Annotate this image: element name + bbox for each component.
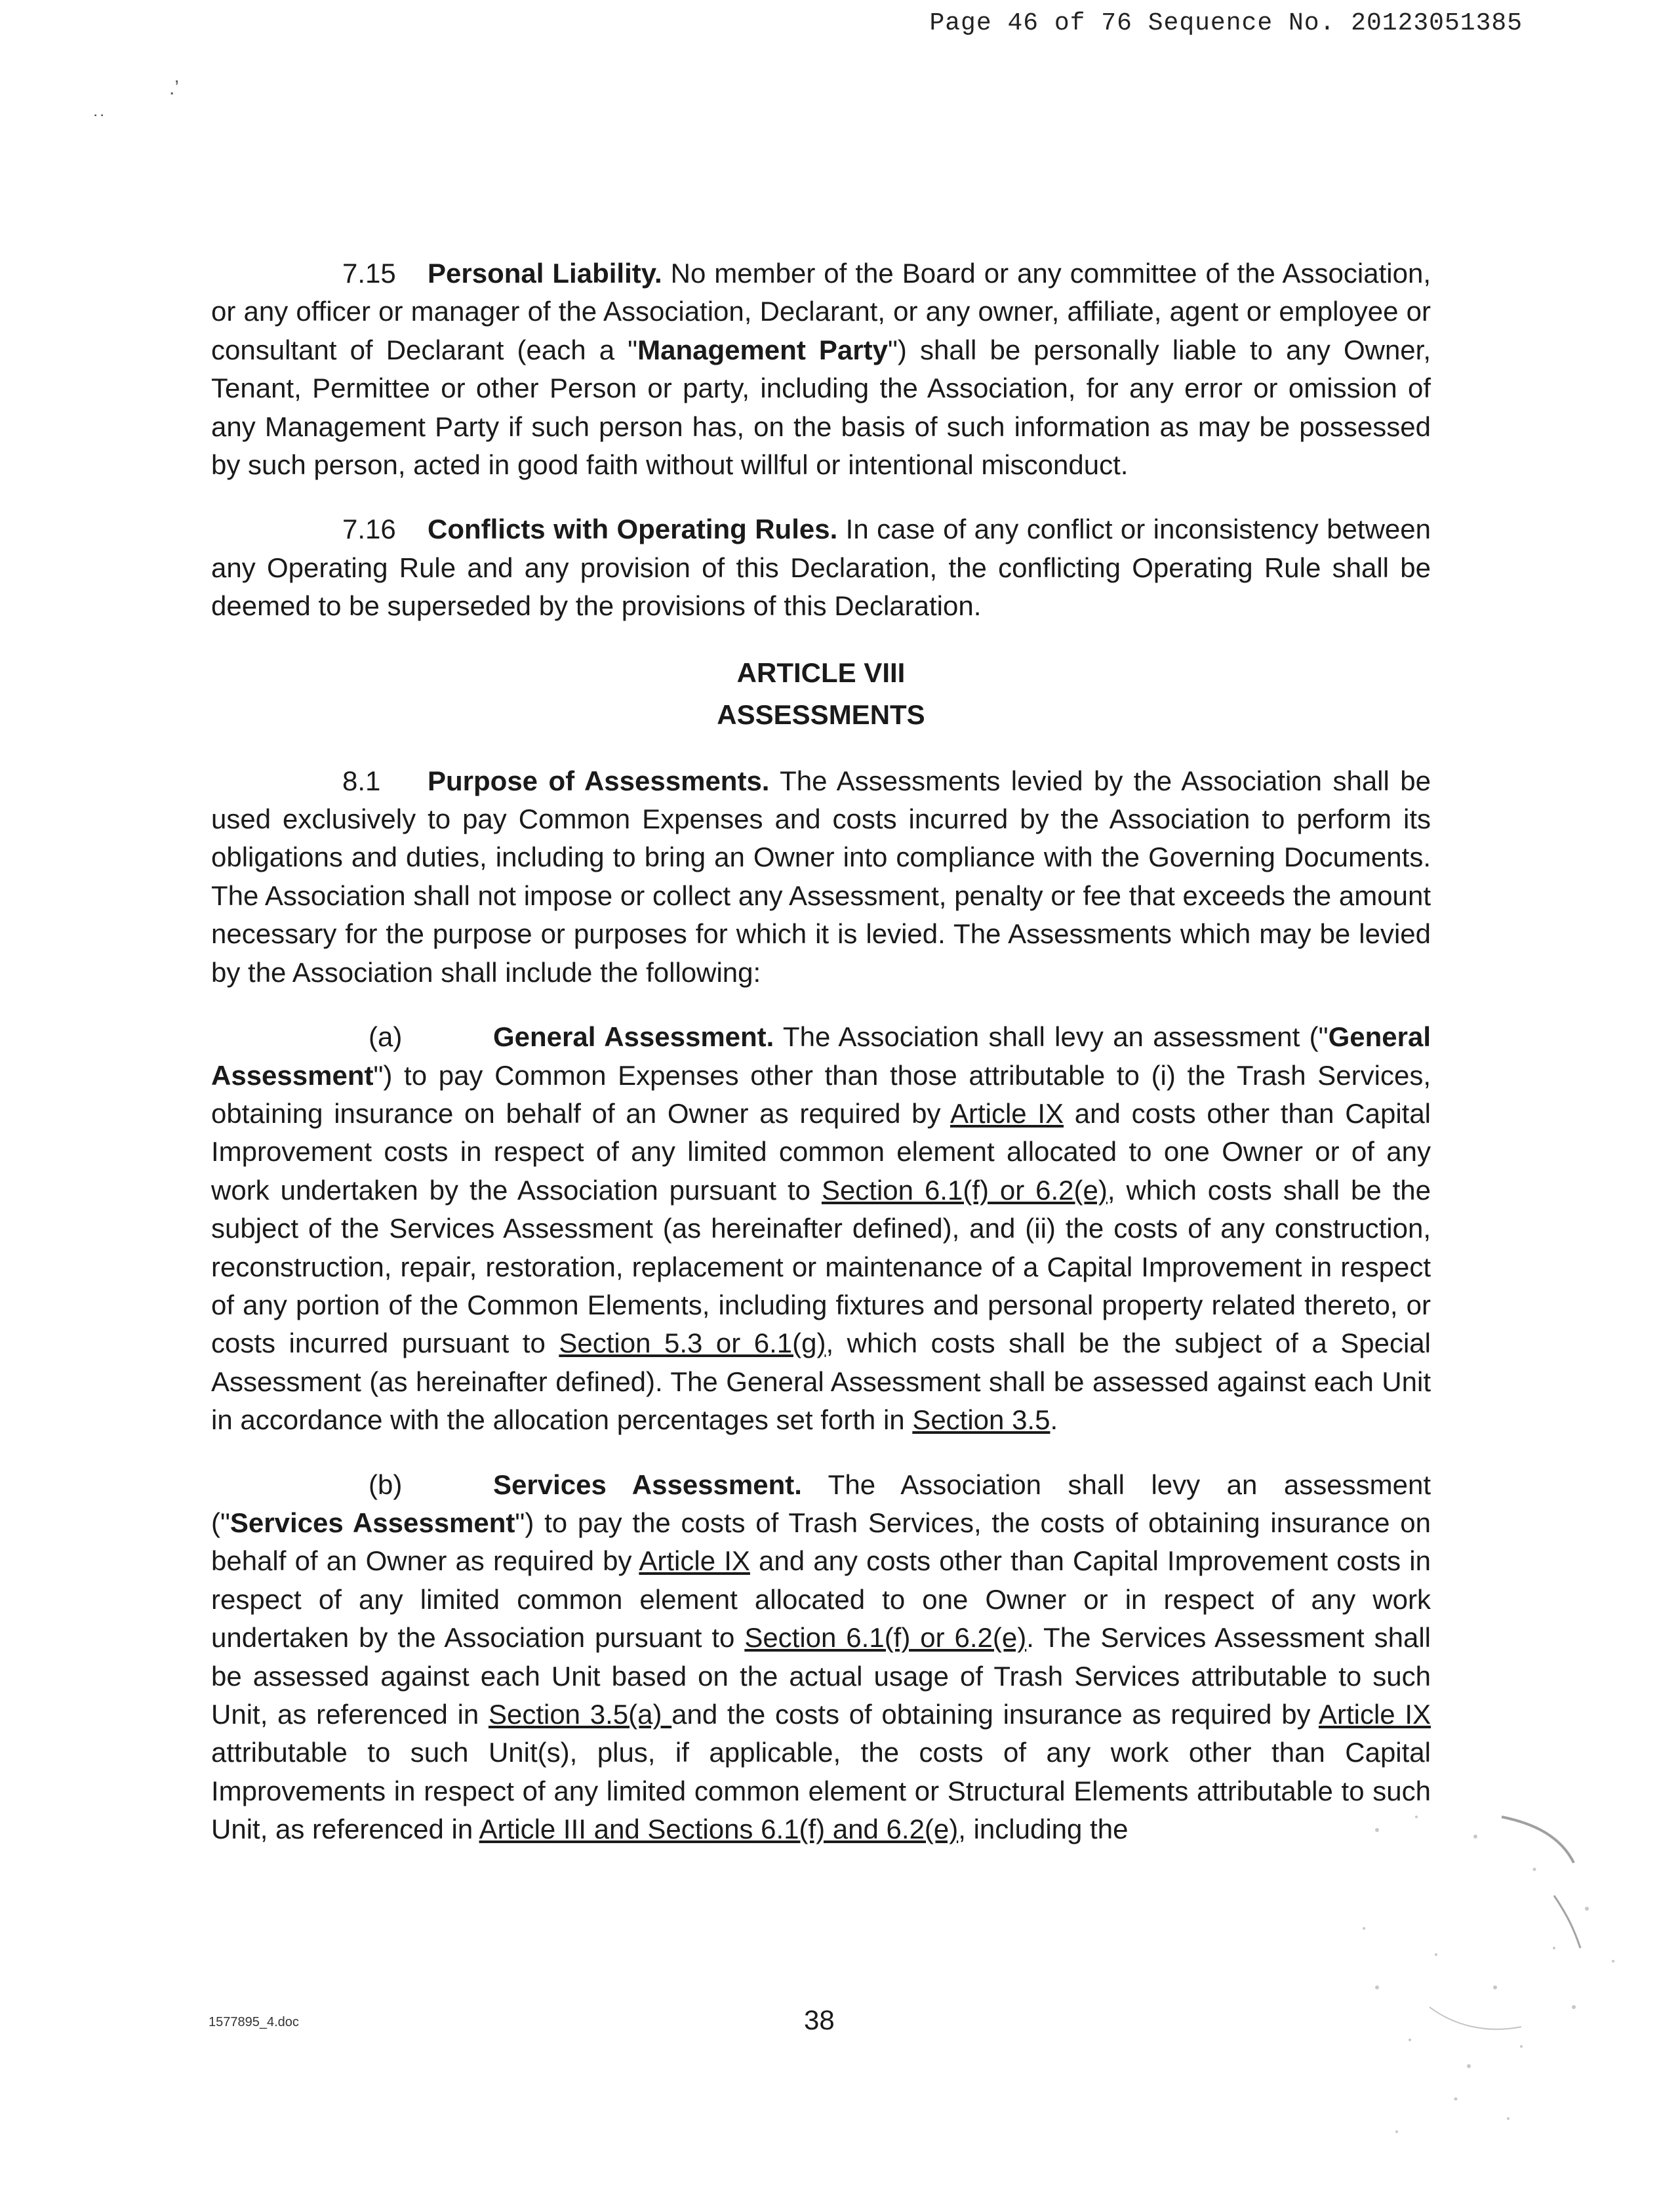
section-text: The Association shall levy an assessment (": [774, 1021, 1329, 1053]
faded-seal-stamp: [1338, 1791, 1652, 2158]
article-title: ASSESSMENTS: [717, 699, 925, 730]
cross-reference: Section 6.1(f) or 6.2(e): [821, 1174, 1108, 1206]
cross-reference: Section 3.5: [912, 1404, 1050, 1436]
document-id: 1577895_4.doc: [209, 2015, 299, 2029]
page-sequence-header: Page 46 of 76 Sequence No. 20123051385: [929, 9, 1523, 37]
article-number: ARTICLE VIII: [736, 657, 906, 688]
section-text: , which costs shall be the subject of the Services Assessment (as hereinafter defined), and (ii) the costs of any construction, reconstruction, repair, restoration, replacement or maintenance of a Capital Improvement in respect of any portion of the Common Elements, including fixtures and personal property related thereto, or costs incurred pursuant to: [211, 1174, 1431, 1359]
cross-reference: Article IX: [950, 1097, 1064, 1129]
subsection-heading: General Assessment.: [493, 1021, 774, 1053]
section-text: No member of the Board or any committee of the Association, or any officer or manager of the Association, Declarant, or any owner, affiliate, agent or employee or consultant of Declarant (each a ": [211, 258, 1431, 365]
section-7-16: [211, 510, 1431, 625]
section-text: , including the: [958, 1814, 1129, 1845]
section-text: and the costs of obtaining insurance as required by: [671, 1699, 1319, 1730]
subsection-heading: Services Assessment.: [493, 1469, 802, 1500]
cross-reference: Article IX: [1318, 1699, 1431, 1730]
section-number: 7.15: [342, 258, 396, 289]
section-8-1: [211, 762, 1431, 992]
section-text: The Assessments levied by the Association shall be used exclusively to pay Common Expenses and costs incurred by the Association to perform its obligations and duties, including to bring an Owner into compliance with the Governing Documents. The Association shall not impose or collect any Assessment, penalty or fee that exceeds the amount necessary for the purpose or purposes for which it is levied. The Assessments which may be levied by the Association shall include the following:: [211, 765, 1431, 988]
cross-reference: Article IX: [639, 1545, 750, 1577]
subsection-label: (b): [369, 1469, 403, 1500]
section-7-15: [211, 254, 1431, 484]
subsection-label: (a): [369, 1021, 403, 1053]
section-heading: Conflicts with Operating Rules.: [428, 514, 838, 545]
subsection-a: [211, 1018, 1431, 1439]
document-body: [211, 254, 1431, 1875]
cross-reference: Section 3.5(a): [488, 1699, 672, 1730]
section-text: ") to pay Common Expenses other than those attributable to (i) the Trash Services, obtaining insurance on behalf of an Owner as required by: [211, 1059, 1431, 1129]
section-text: . The Services Assessment shall be assessed against each Unit based on the actual usage of Trash Services attributable to such Unit, as referenced in: [211, 1622, 1431, 1730]
section-heading: Purpose of Assessments.: [428, 765, 770, 796]
section-text: and any costs other than Capital Improvement costs in respect of any limited common element allocated to one Owner or in respect of any work undertaken by the Association pursuant to: [211, 1545, 1431, 1654]
section-text: and costs other than Capital Improvement costs in respect of any limited common element allocated to one Owner or of any work undertaken by the Association pursuant to: [211, 1097, 1431, 1206]
scan-speck: .ʼ: [169, 77, 179, 99]
section-heading: Personal Liability.: [428, 258, 662, 289]
cross-reference: Article III and Sections 6.1(f) and 6.2(e): [479, 1814, 959, 1845]
section-text: , which costs shall be the subject of a Special Assessment (as hereinafter defined). The General Assessment shall be assessed against each Unit in accordance with the allocation percentages set forth in: [211, 1328, 1431, 1436]
section-number: 8.1: [342, 765, 381, 796]
section-number: 7.16: [342, 514, 396, 545]
defined-term: Management Party: [637, 334, 888, 365]
section-text: ") shall be personally liable to any Owner, Tenant, Permittee or other Person or party, including the Association, for any error or omission of any Management Party if such person has, on the basis of such information as may be possessed by such person, acted in good faith without willful or intentional misconduct.: [211, 334, 1431, 481]
section-text: The Association shall levy an assessment (": [211, 1469, 1431, 1538]
cross-reference: Section 5.3 or 6.1(g): [559, 1328, 826, 1359]
cross-reference: Section 6.1(f) or 6.2(e): [744, 1622, 1027, 1654]
defined-term: Services Assessment: [230, 1507, 515, 1538]
section-text: attributable to such Unit(s), plus, if applicable, the costs of any work other than Capital Improvements in respect of any limited common element or Structural Elements attributable to such Unit, as referenced in: [211, 1737, 1431, 1845]
scan-speck: ˙˙: [93, 112, 106, 133]
section-text: In case of any conflict or inconsistency between any Operating Rule and any provision of this Declaration, the conflicting Operating Rule shall be deemed to be superseded by the provisions of this Declaration.: [211, 514, 1431, 622]
defined-term: General Assessment: [211, 1021, 1431, 1091]
page-number: 38: [804, 2004, 835, 2035]
article-heading: [211, 652, 1431, 736]
section-text: .: [1050, 1404, 1058, 1436]
subsection-b: [211, 1466, 1431, 1849]
section-text: ") to pay the costs of Trash Services, the costs of obtaining insurance on behalf of an Owner as required by: [211, 1507, 1431, 1577]
